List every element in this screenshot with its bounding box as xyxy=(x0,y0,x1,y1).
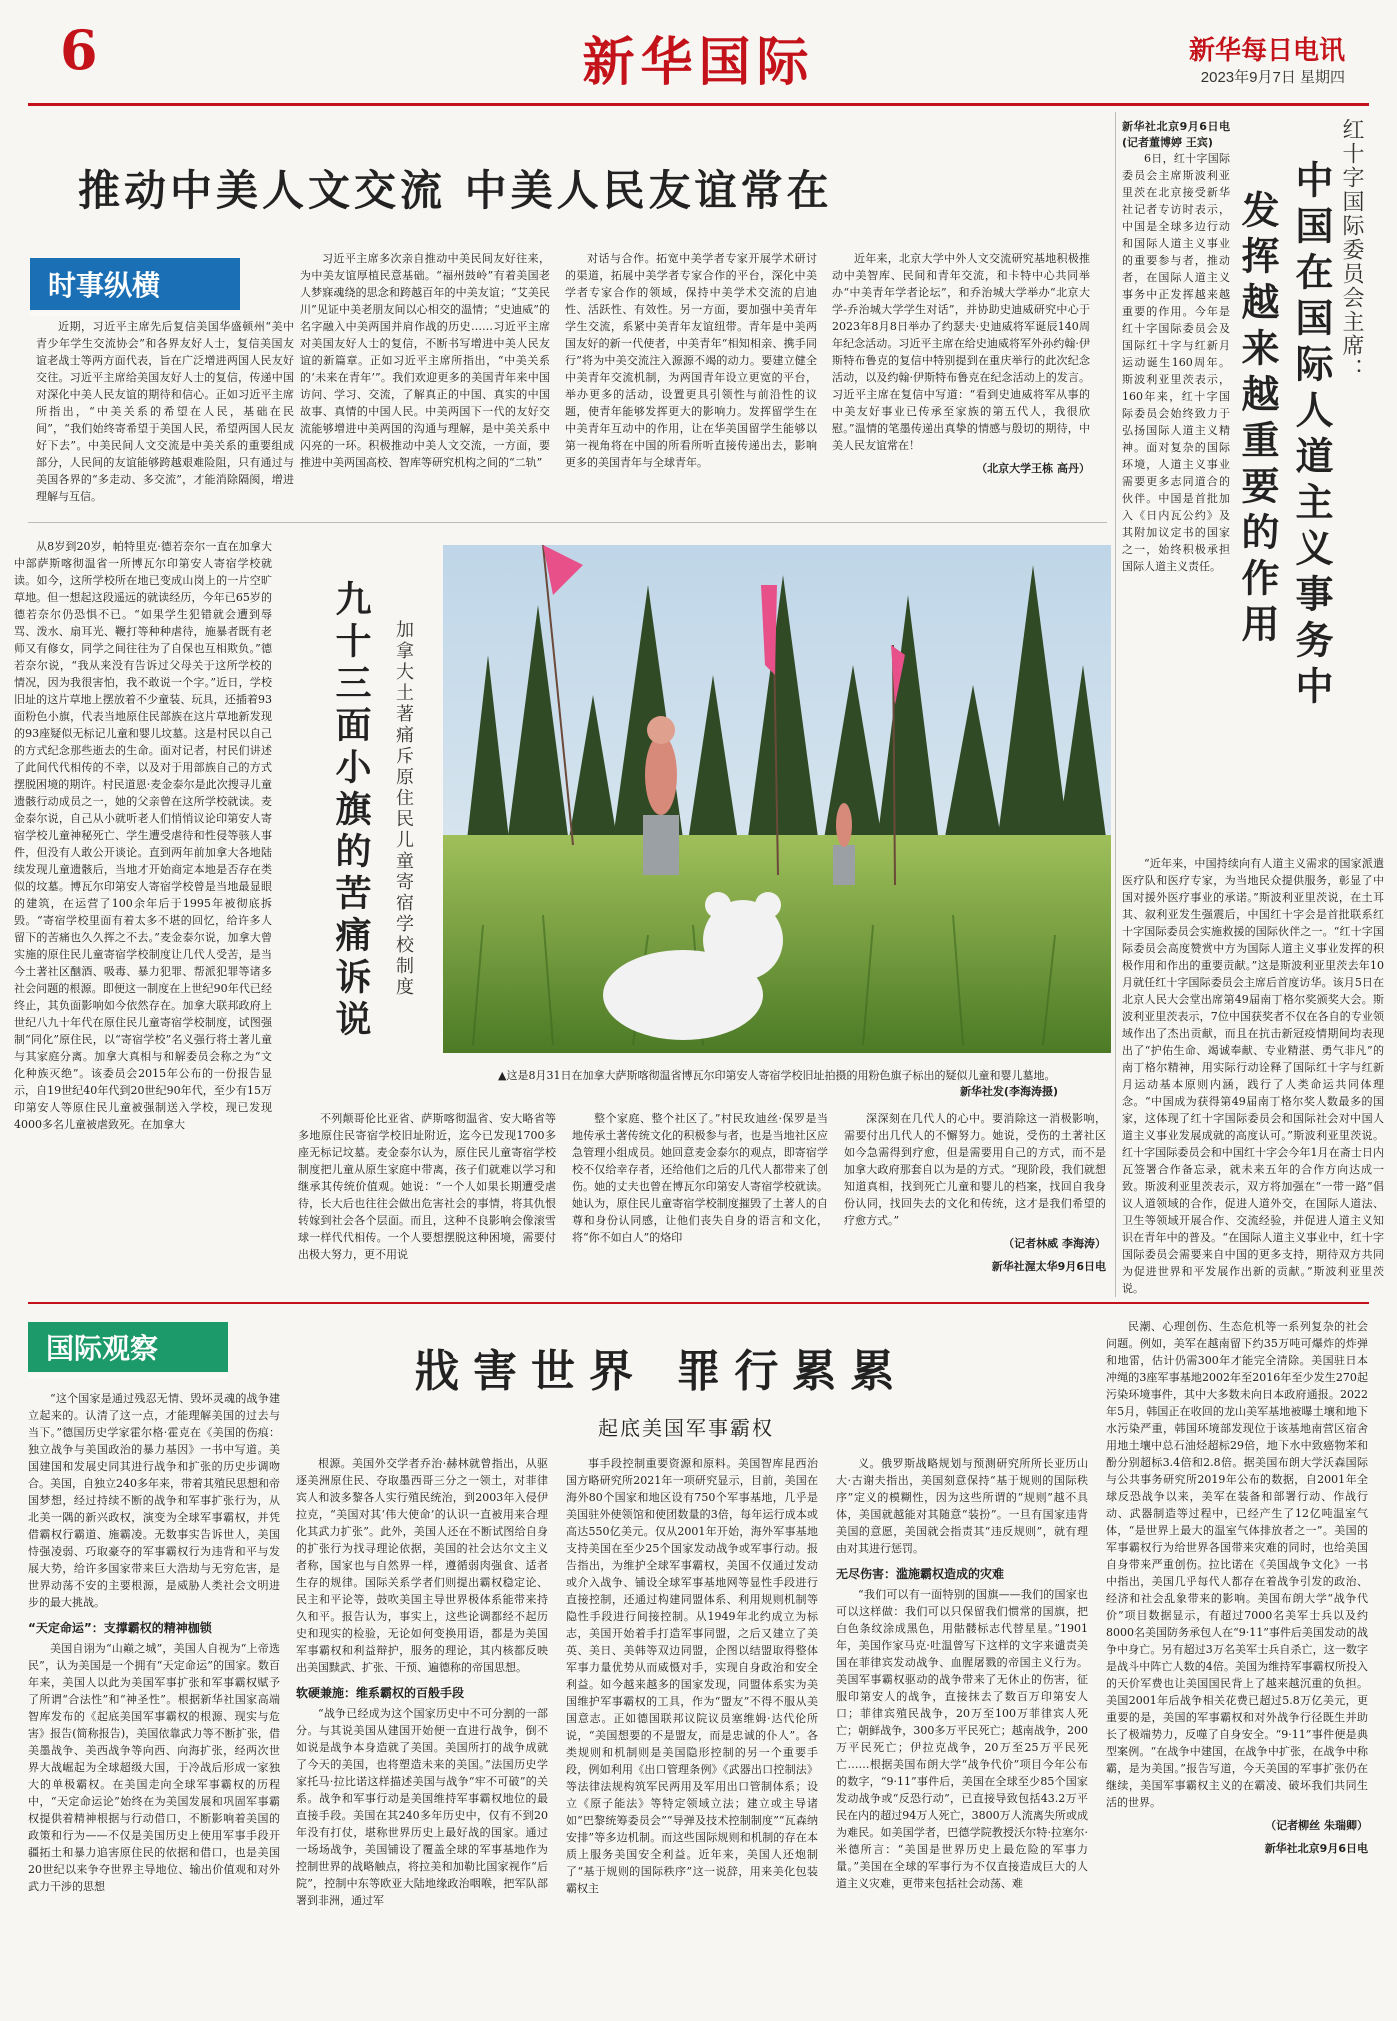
article2-col4-text: 深深刻在几代人的心中。要消除这一消极影响，需要付出几代人的不懈努力。她说，受伤的土著社区如今急需得到疗愈，但是需要用自己的方式，而不是加拿大政府那套自以为是的方式。“现阶段，我们就想知道真相，找到死亡儿童和婴儿的档案，找回自我身份认同，找回失去的文化和传统，这才是我们希望的疗愈方式。” xyxy=(844,1112,1106,1227)
article2-col4 xyxy=(844,1110,1106,1298)
article4-col2-text-a: 根源。美国外交学者乔治·赫林就曾指出，从驱逐美洲原住民、夺取墨西哥三分之一领土，对菲律宾人和波多黎各人实行殖民统治，到2003年入侵伊拉克，“美国对其‘伟大使命’的认识一直被用来合理化其武力扩张”。此外，美国人还在不断试图给自身的扩张行为找寻理论依据，美国的社会达尔文主义者称，国家也与自然界一样，遵循弱肉强食、适者生存的规律。国际关系学者们则提出霸权稳定论、民主和平论等，鼓吹美国主导世界极体系能带来持久和平。报告认为，事实上，这些论调都经不起历史和现实的检验，无论如何变换用语，都是为美国军事霸权和利益辩护，服务的理论，其内核都反映出美国黩武、扩张、干预、遍德称的帝国思想。 xyxy=(296,1457,548,1674)
column-tag-guoji: 国际观察 xyxy=(28,1322,228,1372)
article2-subheadline: 加拿大土著痛斥原住民儿童寄宿学校制度 xyxy=(393,620,414,998)
article2-dateline: 新华社渥太华9月6日电 xyxy=(991,1260,1106,1273)
article3-wide-text: “近年来，中国持续向有人道主义需求的国家派遣医疗队和医疗专家，为当地民众提供服务，彰显了中国对援外医疗事业的承诺。”斯波利亚里茨说，在土耳其、叙利亚发生强震后，中国红十字会是首批联系红十字国际委员会实施救援的国际伙伴之一。“红十字国际委员会高度赞赏中方为国际人道主义事业发挥的积极作用和作出的重要贡献。”这是斯波利亚里茨去年10月就任红十字国际委员会主席后首度访华。该月5日在北京人民大会堂出席第49届南丁格尔奖颁奖大会。斯波利亚里茨表示，7位中国获奖者不仅在各自的专业领域作出了杰出贡献，而且在抗击新冠疫情期间均表现出了“护佑生命、竭诚奉献、专业精湛、勇气非凡”的南丁格尔精神，用实际行动诠释了国际红十字与红新月运动基本原则内涵，践行了人类命运共同体理念。“中国成为获得第49届南丁格尔奖人数最多的国家，这体现了红十字国际委员会和国际社会对中国人道主义事业发展成就的高度认可。”斯波利亚里茨说。红十字国际委员会和中国红十字会今年1月在斋士日内瓦签署合作备忘录，就未来五年的合作方向达成一致。斯波利亚里茨表示，双方将加强在“一带一路”倡议人道领域的合作，促进人道外交，在国际人道法、卫生等领域开展合作、交流经验，并促进人道主义知识在青年中的普及。“在国际人道主义事业中，红十字国际委员会需要来自中国的更多支持，期待双方共同为促进世界和平发展作出新的贡献。”斯波利亚里茨说。 xyxy=(1122,857,1384,1295)
section-rule xyxy=(28,1302,1369,1304)
article4-col1-subhead: “天定命运”：支撑霸权的精神枷锁 xyxy=(28,1621,212,1635)
caption-text: ▲这是8月31日在加拿大萨斯喀彻温省博瓦尔印第安人寄宿学校旧址拍摄的用粉色旗子标出的疑似儿童和婴儿墓地。 xyxy=(498,1069,1056,1082)
article2-col1-text: 从8岁到20岁，帕特里克·德若奈尔一直在加拿大中部萨斯喀彻温省一所博瓦尔印第安人寄宿学校就读。如今，这所学校所在地已变成山岗上的一片空旷草地。但一想起这段遥远的就读经历，今年已65岁的德若奈尔仍恐惧不已。“如果学生犯错就会遭到辱骂、泼水、扇耳光、鞭打等种种虐待，施暴者既有老师又有修女，同学之间往往为了自保也互相欺负。”德若奈尔说，“我从来没有告诉过父母关于这所学校的情况，因为我很害怕，我不敢说一个字。”近日，学校旧址的这片草地上摆放着不少童装、玩具，还插着93面粉色小旗，代表当地原住民部族在这片草地新发现的93座疑似无标记儿童和婴儿坟墓。这是村民以自己的方式纪念那些逝去的生命。面对记者，村民们讲述了此间代代相传的不幸，以及对于用部族自己的方式摆脱困境的期许。村民道恩·麦金泰尔是此次搜寻儿童遗骸行动成员之一，她的父亲曾在这所学校就读。麦金泰尔说，自己从小就听老人们悄悄议论印第安人寄宿学校儿童神秘死亡、学生遭受虐待和性侵等骇人事件，但没有人敢公开谈论。直到两年前加拿大各地陆续发现儿童遗骸后，当地才开始商定本地是否存在类似的坟墓。博瓦尔印第安人寄宿学校曾是当地最显眼的建筑，在运营了100余年后于1995年被彻底拆毁。“寄宿学校里面有着太多不堪的回忆，给许多人留下的苦痛也久久挥之不去。”麦金泰尔说，加拿大曾实施的原住民儿童寄宿学校制度让几代人受苦，是当今土著社区酗酒、吸毒、暴力犯罪、帮派犯罪等诸多社会问题的根源。即便这一制度在上世纪90年代已经终止，其负面影响如今依然存在。加拿大联邦政府上世纪八九十年代在原住民儿童寄宿学校制度，试图强制“同化”原住民，以“寄宿学校”名义强行将土著儿童与其家庭分离。加拿大真相与和解委员会称之为“文化种族灭绝”。该委员会2015年公布的一份报告显示，自19世纪40年代到20世纪90年代，至少有15万印第安人等原住民儿童被强制送入学校，现已发现4000多名儿童被虐致死。在加拿大 xyxy=(14,540,272,1131)
article2-col3-text: 整个家庭、整个社区了。”村民玫迪丝·保罗是当地传承土著传统文化的积极参与者，也是当地社区应急管理小组成员。她回意麦金泰尔的观点，即寄宿学校不仅给幸存者，还给他们之后的几代人都带来了创伤。她的丈夫也曾在博瓦尔印第安人寄宿学校就读。她认为，原住民儿童寄宿学校制度摧毁了土著人的自尊和身份认同感，让他们丧失自身的语言和文化，将“你不如白人”的烙印 xyxy=(572,1112,828,1244)
article4-col1 xyxy=(28,1390,280,2002)
article2-col1 xyxy=(14,538,272,1298)
article4-col1-text-b: 美国自诩为“山巅之城”，美国人自视为“上帝选民”，认为美国是一个拥有“天定命运”的国家。数百年来，美国人以此为美国军事扩张和军事霸权赋予了所谓“合法性”和“神圣性”。根据新华社国家高端智库发布的《起底美国军事霸权的根源、现实与危害》报告(简称报告)，美国依靠武力等不断扩张，借美墨战争、美西战争等向西、向海扩张，经两次世界大战崛起为全球超级大国，于冷战后形成一家独大的单极霸权。在美国走向全球军事霸权的历程中，“天定命运论”始终在为美国发展和巩固军事霸权提供着精神根据与行动借口，不断影响着美国的政策和行为——不仅是美国历史上使用军事手段开疆拓土和暴力追害原住民的依据和借口，也是美国20世纪以来争夺世界主导地位、输出价值观和对外武力干涉的思想 xyxy=(28,1642,280,1893)
article2-headline: 九十三面小旗的苦痛诉说 xyxy=(330,580,372,1042)
article3-narrow-text: 6日，红十字国际委员会主席斯波利亚里茨在北京接受新华社记者专访时表示，中国是全球多边行动和国际人道主义事业的重要参与者，推动者，在国际人道主义事务中正发挥越来越重要的作用。今年是红十字国际委员会及国际红十字与红新月运动诞生160周年。斯波利亚里茨表示，160年来，红十字国际委员会始终致力于弘扬国际人道主义精神。面对复杂的国际环境，人道主义事业需要更多志同道合的伙伴。中国是首批加入《日内瓦公约》及其附加议定书的国家之一，始终积极承担国际人道主义责任。 xyxy=(1122,152,1230,573)
article3-lead-dateline: 新华社北京9月6日电(记者董博婷 王宾) xyxy=(1122,120,1230,149)
article4-col2 xyxy=(296,1455,548,2002)
article4-col3 xyxy=(566,1455,818,2002)
page-number: 6 xyxy=(60,18,98,82)
article4-byline: （记者柳丝 朱瑞卿） xyxy=(1265,1819,1368,1832)
top-rule xyxy=(28,103,1369,106)
article1-headline: 推动中美人文交流 中美人民友谊常在 xyxy=(78,166,833,215)
article3-col-wide xyxy=(1122,855,1384,1295)
article1-byline: （北京大学王栋 高丹） xyxy=(976,462,1090,475)
article1-col4 xyxy=(832,250,1090,505)
article4-col4-text-b: “我们可以有一面特别的国旗——我们的国家也可以这样做：我们可以只保留我们惯常的国旗，把白色条纹涂成黑色，用骷髅标志代替星星。”1901年，美国作家马克·吐温曾写下这样的文字来谴责美国在菲律宾发动战争、血腥屠戮的帝国主义行为。美国军事霸权驱动的战争带来了无休止的伤害，征服印第安人的战争，直接抹去了数百万印第安人口；菲律宾殖民战争，20万至100万菲律宾人死亡；朝鲜战争，300多万平民死亡；越南战争，200万平民死亡；伊拉克战争，20万至25万平民死亡……根据美国布朗大学“战争代价”项目今年公布的数字，“9·11”事件后，美国在全球至少85个国家发动战争或“反恐行动”，已直接导致包括43.2万平民在内的超过94万人死亡，3800万人流离失所或成为难民。如美国学者，巴德学院教授沃尔特·拉塞尔·米德所言：“美国是世界历史上最危险的军事力量。”美国在全球的军事行为不仅直接造成巨大的人道主义灾难，更带来包括社会动荡、难 xyxy=(836,1588,1088,1890)
divider xyxy=(28,522,1107,523)
article2-photo-caption xyxy=(498,1068,1058,1100)
article1-col3 xyxy=(565,250,817,505)
article3-kicker: 红十字国际委员会主席： xyxy=(1339,118,1364,382)
article4-col4-text-a: 义。俄罗斯战略规划与预测研究所所长亚历山大·古谢夫指出，美国刻意保持“基于规则的国际秩序”定义的模糊性，因为这些所谓的“规则”越不具体，美国就越能对其随意“装扮”。一旦有国家违背美国的意愿，美国就会指责其“违反规则”，就有理由对其进行惩罚。 xyxy=(836,1457,1088,1555)
article2-col2 xyxy=(298,1110,556,1298)
article4-col2-text-b: “战争已经成为这个国家历史中不可分割的一部分。与其说美国从建国开始便一直进行战争，倒不如说是战争本身造就了美国。美国所打的战争成就了今天的美国，也将塑造未来的美国。”法国历史学家托马·拉比诺这样描述美国与战争“牢不可破”的关系。战争和军事行动是美国维持军事霸权地位的最直接手段。美国在其240多年历史中，仅有不到20年没有打仗，堪称世界历史上最好战的国家。通过一场场战争，美国铺设了覆盖全球的军事基地作为控制世界的战略触点，将拉美和加勒比国家视作“后院”，控制中东等欧亚大陆地缘政治咽喉，把军队部署到非洲，通过军 xyxy=(296,1707,548,1907)
article2-byline: （记者林威 李海涛） xyxy=(1003,1237,1106,1250)
article1-col2-text: 习近平主席多次亲自推动中美民间友好往来，为中美友谊厚植民意基础。“福州鼓岭”有着美国老人梦寐魂绕的思念和跨越百年的中美友谊；“艾美民川”见证中美老朋友间以心相交的温情；“史迪威”的名字融入中美两国并肩作战的历史……习近平主席对美国友好人士的复信，不断书写增进中美人民友谊的新篇章。正如习近平主席所指出，“中美关系的‘未来在青年’”。我们欢迎更多的美国青年来中国访问、学习、交流，了解真正的中国、真实的中国故事、真情的中国人民。中美两国下一代的友好交流能够增进中美两国的沟通与理解，是中美关系中闪亮的一环。积极推动中美人文交流，一方面，要推进中美两国高校、智库等研究机构之间的“二轨” xyxy=(300,252,550,469)
article4-col1-text-a: “这个国家是通过残忍无情、毁坏灵魂的战争建立起来的。认清了这一点，才能理解美国的过去与当下。”德国历史学家霍尔格·霍克在《美国的伤痕：独立战争与美国政治的暴力基因》一书中写道。美国建国和发展史同其进行战争和扩张的历史步调吻合。美国，自独立240多年来，带着其殖民思想和帝国梦想，经过持续不断的战争和军事扩张行为，从北美一隅的新兴政权，演变为全球军事霸权，并凭借霸权行霸道、施霸凌。无数事实告诉世人，美国恃强凌弱、巧取豪夺的军事霸权行为违背和平与发展大势，给许多国家带来巨大浩劫与无穷危害，是世界动荡不安的主要根源，是威胁人类社会文明进步的最大挑战。 xyxy=(28,1392,280,1609)
issue-date: 2023年9月7日 星期四 xyxy=(1200,69,1345,86)
column-tag-shishi: 时事纵横 xyxy=(30,258,240,310)
article4-subheadline: 起底美国军事霸权 xyxy=(598,1416,774,1440)
article2-col2-text: 不列颠哥伦比亚省、萨斯喀彻温省、安大略省等多地原住民寄宿学校旧址附近，迄今已发现1700多座无标记坟墓。麦金泰尔认为，原住民儿童寄宿学校制度把儿童从原生家庭中带离，孩子们就难以学习和继承其传统价值观。她说：“一个人如果长期遭受虐待，长大后也往往会做出危害社会的事情，将其仇恨转嫁到社会各个层面。而且，这种不良影响会像滚雪球一样代代相传。一个人要想摆脱这种困境，需要付出极大努力，更不用说 xyxy=(298,1112,556,1261)
paper-name: 新华每日电讯 xyxy=(1188,36,1345,66)
article3-headline-line2: 发挥越来越重要的作用 xyxy=(1235,190,1280,650)
article2-photo xyxy=(443,545,1111,1053)
graveyard-photo-image xyxy=(443,545,1111,1053)
article4-dateline: 新华社北京9月6日电 xyxy=(1264,1842,1368,1855)
article1-col3-text: 对话与合作。拓宽中美学者专家开展学术研讨的渠道，拓展中美学者专家合作的平台，深化中美学者专家合作的领域，保持中美学术交流的启迪性、活跃性、有效性。另一方面，要加强中美青年学生交流，系紧中美青年友谊纽带。青年是中美两国友好的新一代使者，中美青年“相知相亲、携手同行”将为中美交流注入源源不竭的动力。要建立健全中美青年交流机制，为两国青年设立更宽的平台，举办更多的活动，设置更具引领性与前沿性的议题，使青年能够发挥更大的影响力。发挥留学生在中美青年互动中的作用，让在华美国留学生能够以第一视角将在中国的所看所听直接传递出去，影响更多的美国青年与全球青年。 xyxy=(565,252,817,469)
article4-col4-subhead: 无尽伤害：滥施霸权造成的灾难 xyxy=(836,1567,1005,1581)
article1-col1 xyxy=(36,318,294,503)
article4-col3-text: 事手段控制重要资源和原料。美国智库昆西治国方略研究所2021年一项研究显示，目前，美国在海外80个国家和地区设有750个军事基地，几乎是美国驻外使领馆和使团数量的3倍，每年运行成本或高达550亿美元。仅从2001年开始，海外军事基地支持美国在至少25个国家发动战争或军事行动。报告指出，为维护全球军事霸权，美国不仅通过发动或介入战争、铺设全球军事基地网等显性手段进行直接控制，还通过构建同盟体系、利用规则机制等隐性手段进行间接控制。从1949年北约成立为标志，美国开始着手打造军事同盟，之后又建立了美英、美日、美韩等双边同盟，企图以结盟取得整体军事力量优势从而威慑对手，实现自身政治和安全利益。如今越来越多的国家发现，同盟体系实为美国维护军事霸权的工具，作为“盟友”不得不服从美国意志。正如德国联邦议院议员塞维姆·达代伦所说，“美国想要的不是盟友，而是忠诚的仆人”。各类规则和机制则是美国隐形控制的另一个重要手段，例如利用《出口管理条例》《武器出口控制法》等法律法规构筑军民两用及军用出口管制体系；设立《原子能法》等特定领域立法；建立或主导诸如“巴黎统筹委员会”“导弹及技术控制制度”“瓦森纳安排”等多边机制。而这些国际规则和机制的存在本质上服务美国安全利益。近年来，美国人还炮制了“基于规则的国际秩序”这一说辞，用来美化包装霸权主 xyxy=(566,1457,818,1895)
article4-col2-subhead: 软硬兼施：维系霸权的百般手段 xyxy=(296,1686,465,1700)
article4-col5 xyxy=(1106,1318,1368,2002)
article1-col1-text: 近期，习近平主席先后复信美国华盛顿州“美中青少年学生交流协会”和各界友好人士，复信美国友谊老战士等两方面代表，旨在广泛增进两国人民友好交往。习近平主席给美国友好人士的复信，传递中国对深化中美人民友谊的期待和信心。正如习近平主席所指出，“中美关系的希望在人民，基础在民间”，“我们始终寄希望于美国人民，希望两国人民友好下去”。中美民间人文交流是中美关系的重要组成部分，人民间的友谊能够跨越艰难险阻，只有通过与美国各界的“多走动、多交流”，才能消除隔阂，增进理解与互信。 xyxy=(36,320,294,503)
article4-headline: 戕害世界 罪行累累 xyxy=(415,1346,909,1397)
article2-col3 xyxy=(572,1110,828,1298)
divider xyxy=(1115,112,1116,1297)
article1-col2 xyxy=(300,250,550,505)
photo-credit: 新华社发(李海涛摄) xyxy=(959,1085,1058,1098)
article4-col4 xyxy=(836,1455,1088,2002)
article3-col-narrow xyxy=(1122,118,1230,853)
article1-col4-text: 近年来，北京大学中外人文交流研究基地积极推动中美智库、民间和青年交流，和卡特中心共同举办“中美青年学者论坛”，和乔治城大学举办“北京大学-乔治城大学学生对话”，并协助史迪威研究中心于2023年8月8日举办了约瑟夫·史迪威将军诞辰140周年纪念活动。习近平主席在给史迪威将军外孙约翰·伊斯特布鲁克的复信中特别提到在重庆举行的此次纪念活动，以及约翰·伊斯特布鲁克在纪念活动上的发言。习近平主席在复信中写道：“看到史迪威将军从事的中美友好事业已传承至家族的第五代人，我很欣慰。”温情的笔墨传递出真挚的情感与殷切的期待，中美人民友谊常在！ xyxy=(832,252,1090,452)
article4-col5-text: 民潮、心理创伤、生态危机等一系列复杂的社会问题。例如，美军在越南留下约35万吨可爆炸的炸弹和地雷，估计仍需300年才能完全清除。美国驻日本冲绳的3座军事基地2002年至2016年至少发生270起污染环境事件，其中大多数未向日本政府通报。2022年5月，韩国正在收回的龙山美军基地被曝土壤和地下水污染严重，韩国环境部发现位于该基地南营区宿舍用地土壤中总石油烃超标29倍，地下水中致癌物苯和酚分别超标3.4倍和2.8倍。据美国布朗大学沃森国际与公共事务研究所2019年公布的数据，自2001年全球反恐战争以来，美军在装备和部署行动、作战行动、武器制造等过程中，已经产生了12亿吨温室气体，“是世界上最大的温室气体排放者之一”。美国的军事霸权行为给世界各国带来灾难的同时，也给美国自身带来严重创伤。拉比诺在《美国战争文化》一书中指出，美国几乎每代人都存在着战争引发的政治、经济和社会乱象带来的影响。美国布朗大学“战争代价”项目数据显示，有超过7000名美军士兵以及约8000名美国防务承包人在“9·11”事件后美国发动的战争中身亡。另有超过3万名美军士兵自杀亡，这一数字是战斗中阵亡人数的4倍。美国为维持军事霸权所投入的天价军费也让美国国民背上了越来越沉重的负担。美国2001年后战争相关花费已超过5.8万亿美元，更重要的是，美国的军事霸权和对外战争行径既生并助长了极端势力，反噬了自身安全。“9·11”事件便是典型案例。“在战争中建国，在战争中扩张，在战争中称霸，是为美国。”报告写道，今天美国的军事扩张仍在继续，美国军事霸权主义的在霸凌、破坏我们共同生活的世界。 xyxy=(1106,1320,1368,1809)
section-name: 新华国际 xyxy=(582,32,815,93)
article3-headline-line1: 中国在国际人道主义事务中 xyxy=(1289,160,1334,712)
